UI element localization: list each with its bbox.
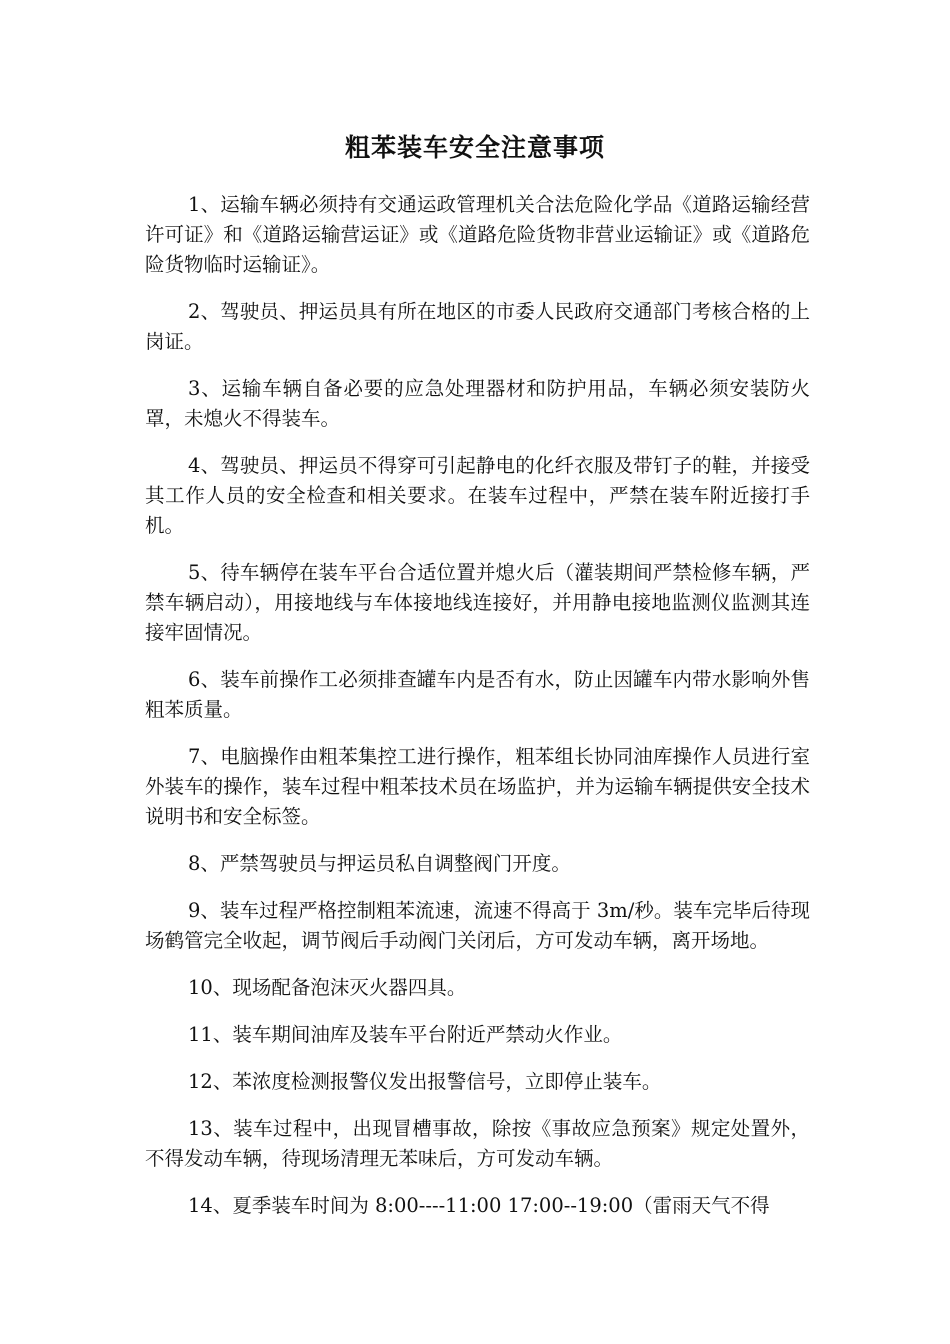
rule-item-1: 1、运输车辆必须持有交通运政管理机关合法危险化学品《道路运输经营许可证》和《道路运输营运证》或《道路危险货物非营业运输证》或《道路危险货物临时运输证》。 [145,193,810,276]
rule-item-9: 9、装车过程严格控制粗苯流速，流速不得高于 3m/秒。装车完毕后待现场鹤管完全收起，调节阀后手动阀门关闭后，方可发动车辆，离开场地。 [145,899,810,952]
rule-item-8: 8、严禁驾驶员与押运员私自调整阀门开度。 [188,852,571,875]
rule-item-10: 10、现场配备泡沫灭火器四具。 [188,976,467,999]
rule-item-14: 14、夏季装车时间为 8:00----11:00 17:00--19:00（雷雨天气不得 [188,1194,770,1217]
rule-item-6: 6、装车前操作工必须排查罐车内是否有水，防止因罐车内带水影响外售粗苯质量。 [145,668,810,721]
rule-item-7: 7、电脑操作由粗苯集控工进行操作，粗苯组长协同油库操作人员进行室外装车的操作，装车过程中粗苯技术员在场监护，并为运输车辆提供安全技术说明书和安全标签。 [145,745,810,828]
document-title: 粗苯装车安全注意事项 [344,133,605,162]
rule-item-11: 11、装车期间油库及装车平台附近严禁动火作业。 [188,1023,623,1046]
rule-item-3: 3、运输车辆自备必要的应急处理器材和防护用品，车辆必须安装防火罩，未熄火不得装车。 [145,377,810,430]
document-body [145,190,810,1238]
rule-item-2: 2、驾驶员、押运员具有所在地区的市委人民政府交通部门考核合格的上岗证。 [145,300,810,353]
rule-item-4: 4、驾驶员、押运员不得穿可引起静电的化纤衣服及带钉子的鞋，并接受其工作人员的安全检查和相关要求。在装车过程中，严禁在装车附近接打手机。 [145,454,810,537]
rule-item-5: 5、待车辆停在装车平台合适位置并熄火后（灌装期间严禁检修车辆，严禁车辆启动），用接地线与车体接地线连接好，并用静电接地监测仪监测其连接牢固情况。 [145,561,810,644]
rule-item-12: 12、苯浓度检测报警仪发出报警信号，立即停止装车。 [188,1070,662,1093]
rule-item-13: 13、装车过程中，出现冒槽事故，除按《事故应急预案》规定处置外，不得发动车辆，待现场清理无苯味后，方可发动车辆。 [145,1117,810,1170]
